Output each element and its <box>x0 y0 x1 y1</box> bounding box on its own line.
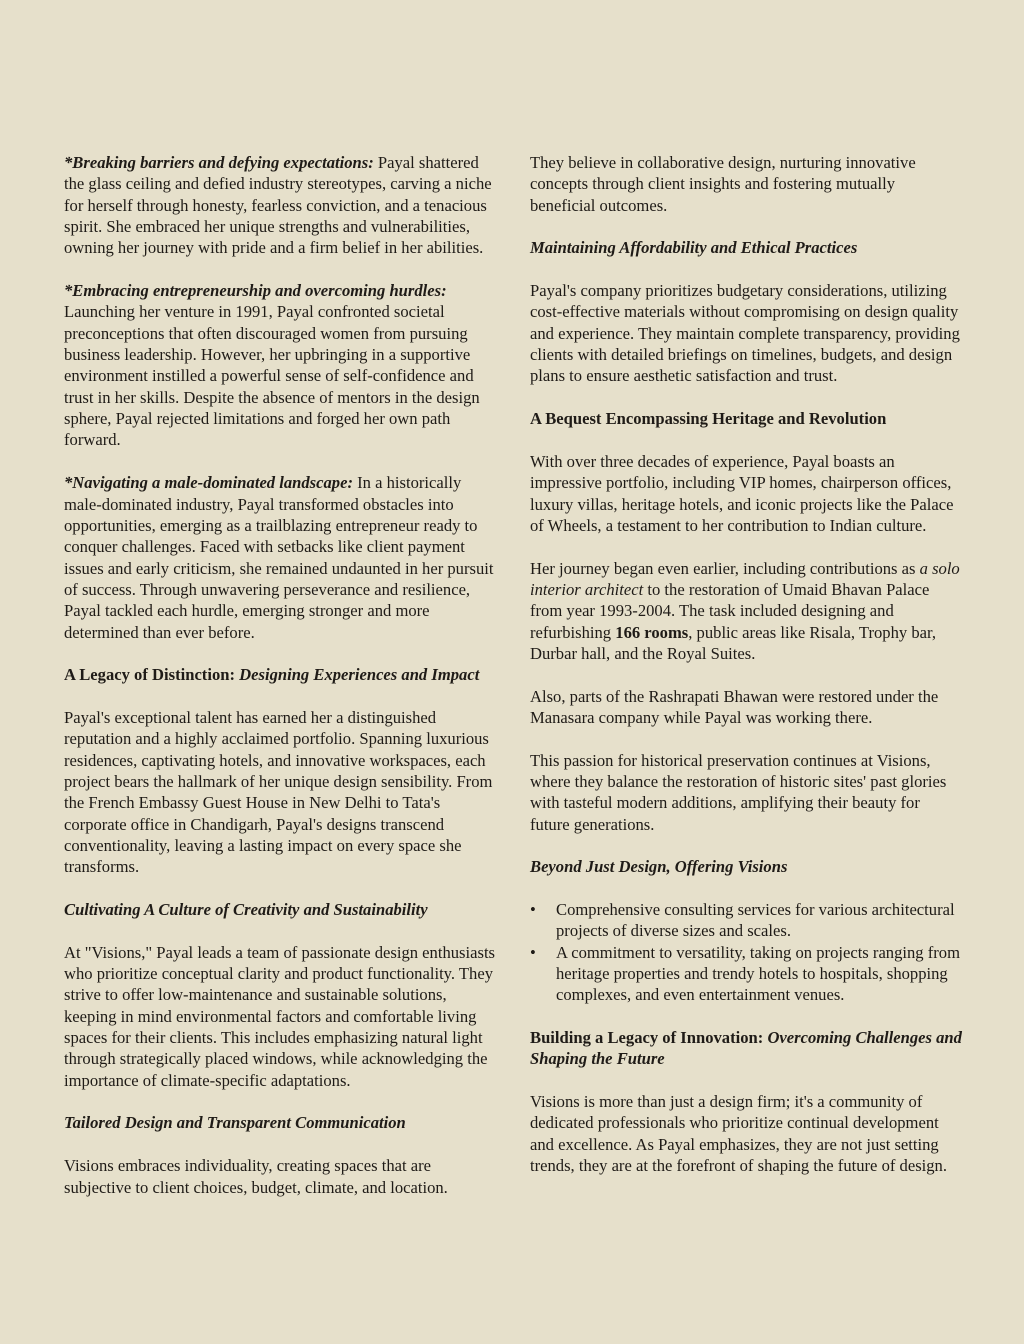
left-column <box>64 152 496 1219</box>
paragraph-budgetary: Payal's company prioritizes budgetary considerations, utilizing cost-effective materials without compromising on design quality and experience. They maintain complete transparency, providing clients with detailed briefings on timelines, budgets, and design plans to ensure aesthetic satisfaction and trust. <box>530 281 960 386</box>
bullet-icon: • <box>530 900 536 920</box>
heading-beyond-design: Beyond Just Design, Offering Visions <box>530 857 788 877</box>
list-item <box>530 899 962 942</box>
heading-legacy-of-distinction <box>64 664 496 685</box>
paragraph-historical-preservation: This passion for historical preservation continues at Visions, where they balance the restoration of historic sites' past glories with tasteful modern additions, amplifying their beauty for future generations. <box>530 750 947 834</box>
heading-affordability: Maintaining Affordability and Ethical Practices <box>530 238 858 258</box>
paragraph-journey-umaid-bhavan <box>530 558 962 665</box>
paragraph-three-decades: With over three decades of experience, Payal boasts an impressive portfolio, including VIP homes, chairperson offices, luxury villas, heritage hotels, and iconic projects like the Palace of Wheels, a testament to her contribution to Indian culture. <box>530 451 954 535</box>
heading-legacy-plain: A Legacy of Distinction: <box>64 665 240 685</box>
body-breaking-barriers: Payal shattered the glass ceiling and defied industry stereotypes, carving a niche for herself through honesty, fearless conviction, and a tenacious spirit. She embraced her unique strengths and vulnerabilities, owning her journey with pride and a firm belief in her abilities. <box>64 153 492 258</box>
journey-text-c: to the restoration of Umaid Bhavan Palace from year 1993-2004. The task included designing and refurbishing <box>530 579 930 642</box>
services-bullet-list <box>530 899 962 1006</box>
right-column <box>530 152 962 1198</box>
paragraph-exceptional-talent: Payal's exceptional talent has earned her a distinguished reputation and a highly acclaimed portfolio. Spanning luxurious residences, captivating hotels, and innovative workspaces, each project bears the hallmark of her unique design sensibility. From the French Embassy Guest House in New Delhi to Tata's corporate office in Chandigarh, Payal's designs transcend conventionality, leaving a lasting impact on every space she transforms. <box>64 707 493 877</box>
heading-culture-creativity: Cultivating A Culture of Creativity and Sustainability <box>64 900 428 920</box>
heading-legacy-italic: Designing Experiences and Impact <box>239 665 480 685</box>
heading-bequest: A Bequest Encompassing Heritage and Revolution <box>530 409 887 429</box>
heading-building-legacy <box>530 1027 962 1070</box>
journey-text-a: Her journey began even earlier, including contributions as <box>530 558 920 578</box>
paragraph-rashrapati-bhawan: Also, parts of the Rashrapati Bhawan were restored under the Manasara company while Payal was working there. <box>530 686 939 727</box>
paragraph-entrepreneurship <box>64 280 496 451</box>
journey-text-italic: a solo interior architect <box>530 558 960 599</box>
body-male-dominated: In a historically male-dominated industry, Payal transformed obstacles into opportunities, emerging as a trailblazing entrepreneur ready to conquer challenges. Faced with setbacks like client payment issues and early criticism, she remained undaunted in her pursuit of success. Through unwavering perseverance and resilience, Payal tackled each hurdle, emerging stronger and more determined than ever before. <box>64 473 494 642</box>
paragraph-breaking-barriers <box>64 152 496 259</box>
bullet-icon: • <box>530 942 536 962</box>
paragraph-visions-community: Visions is more than just a design firm; it's a community of dedicated professionals who prioritize continual development and excellence. As Payal emphasizes, they are not just setting trends, they are at the forefront of shaping the future of design. <box>530 1092 948 1176</box>
list-item <box>530 942 962 1006</box>
body-entrepreneurship: Launching her venture in 1991, Payal confronted societal preconceptions that often discouraged women from pursuing business leadership. However, her upbringing in a supportive environment instilled a powerful sense of self-confidence and trust in her skills. Despite the absence of mentors in the design sphere, Payal rejected limitations and forged her own path forward. <box>64 302 480 450</box>
journey-text-e: , public areas like Risala, Trophy bar, Durbar hall, and the Royal Suites. <box>530 622 936 663</box>
heading-tailored-design: Tailored Design and Transparent Communication <box>64 1113 406 1133</box>
lead-entrepreneurship: *Embracing entrepreneurship and overcoming hurdles: <box>64 281 447 301</box>
bullet-text: Comprehensive consulting services for various architectural projects of diverse sizes and scales. <box>556 900 955 941</box>
bullet-text: A commitment to versatility, taking on projects ranging from heritage properties and trendy hotels to hospitals, shopping complexes, and even entertainment venues. <box>556 942 961 1005</box>
heading-building-italic: Overcoming Challenges and Shaping the Future <box>530 1028 962 1069</box>
paragraph-individuality: Visions embraces individuality, creating spaces that are subjective to client choices, budget, climate, and location. <box>64 1156 448 1197</box>
lead-breaking-barriers: *Breaking barriers and defying expectations: <box>64 153 374 172</box>
heading-building-plain: Building a Legacy of Innovation: <box>530 1028 768 1048</box>
paragraph-visions-team: At "Visions," Payal leads a team of passionate design enthusiasts who prioritize conceptual clarity and product functionality. They strive to offer low-maintenance and sustainable solutions, keeping in mind environmental factors and comfortable living spaces for their clients. This includes emphasizing natural light through strategically placed windows, while acknowledging the importance of climate-specific adaptations. <box>64 942 496 1090</box>
paragraph-male-dominated <box>64 472 496 643</box>
paragraph-collaborative-design: They believe in collaborative design, nurturing innovative concepts through client insights and fostering mutually beneficial outcomes. <box>530 153 916 215</box>
journey-text-bold: 166 rooms <box>615 622 689 642</box>
lead-male-dominated: *Navigating a male-dominated landscape: <box>64 473 353 493</box>
